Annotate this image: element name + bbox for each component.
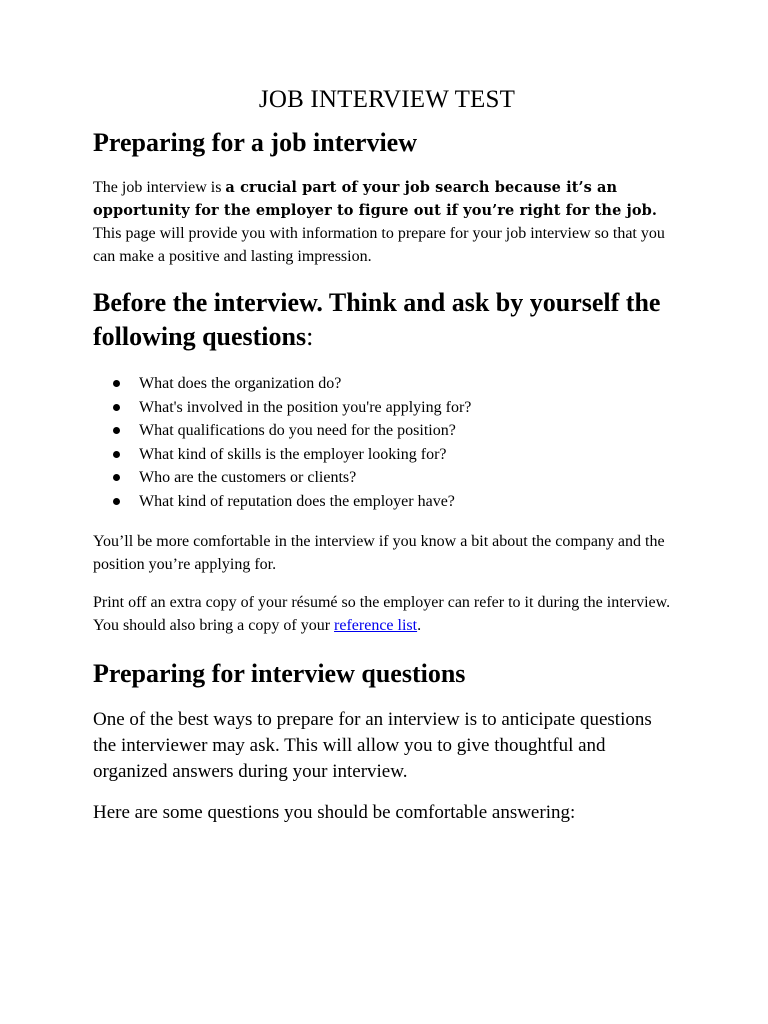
list-item — [93, 490, 673, 514]
print-text-end: . — [417, 616, 422, 634]
question-text: Who are the customers or clients? — [139, 469, 357, 487]
intro-text-start: The job interview is — [93, 179, 226, 196]
question-text: What kind of reputation does the employer have? — [139, 492, 455, 510]
document-page — [93, 86, 673, 841]
questions-list — [93, 372, 673, 514]
comfort-paragraph: You’ll be more comfortable in the interview if you know a bit about the company and the position you’re applying for. — [93, 532, 665, 573]
section-heading-preparing: Preparing for a job interview — [93, 128, 417, 157]
intro-paragraph — [93, 176, 673, 268]
question-text: What kind of skills is the employer looking for? — [139, 445, 447, 463]
question-text: What's involved in the position you're applying for? — [139, 398, 472, 416]
bullet-icon — [113, 474, 120, 481]
list-item — [93, 443, 673, 467]
comfortable-answering-paragraph: Here are some questions you should be comfortable answering: — [93, 801, 576, 823]
print-text: Print off an extra copy of your résumé so the employer can refer to it during the interview. You should also bring a copy of your — [93, 593, 671, 634]
before-heading-colon: : — [306, 322, 314, 351]
list-item — [93, 466, 673, 490]
before-heading-text: Before the interview. Think and ask by yourself the following questions — [93, 288, 661, 351]
bullet-icon — [113, 404, 120, 411]
bullet-icon — [113, 498, 120, 505]
document-title: JOB INTERVIEW TEST — [258, 86, 516, 113]
bullet-icon — [113, 451, 120, 458]
intro-text-end: This page will provide you with information to prepare for your job interview so that you can make a positive and lasting impression. — [93, 225, 665, 265]
anticipate-paragraph: One of the best ways to prepare for an interview is to anticipate questions the interviewer may ask. This will allow you to give thoughtful and organized answers during your interview. — [93, 708, 652, 782]
print-paragraph — [93, 591, 673, 637]
question-text: What does the organization do? — [139, 375, 342, 392]
question-text: What qualifications do you need for the position? — [139, 422, 456, 440]
bullet-icon — [113, 380, 120, 387]
section-heading-interview-questions: Preparing for interview questions — [93, 658, 466, 688]
reference-list-link[interactable]: reference list — [334, 616, 418, 634]
list-item — [93, 372, 673, 396]
list-item — [93, 419, 673, 443]
bullet-icon — [113, 427, 120, 434]
intro-text-bold: a crucial part of your job search because it’s an opportunity for the employer to figure out if you’re right for the job. — [93, 179, 658, 219]
section-heading-before-interview — [93, 286, 673, 354]
list-item — [93, 396, 673, 420]
